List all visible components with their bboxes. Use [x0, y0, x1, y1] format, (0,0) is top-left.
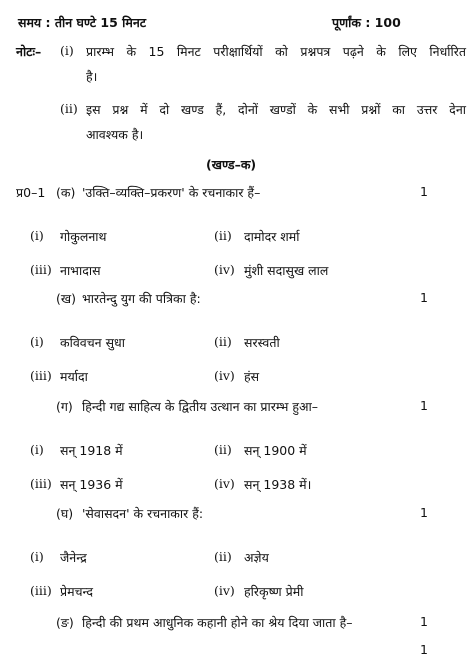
option-number: (iii) [30, 476, 52, 491]
note-item-1-text-cont: है। [86, 69, 98, 84]
option-number: (ii) [214, 549, 232, 564]
exam-time: समय : तीन घण्टे 15 मिनट [18, 15, 147, 30]
option-text: सन् 1938 में। [244, 477, 312, 492]
option-number: (iv) [214, 476, 235, 491]
option-text: मर्यादा [60, 369, 88, 384]
question-part-label: (क) [56, 185, 76, 200]
option-number: (iii) [30, 368, 52, 383]
option-number: (i) [30, 334, 44, 349]
note-item-2-text-cont: आवश्यक है। [86, 127, 144, 142]
note-item-2-text: इस प्रश्न में दो खण्ड हैं, दोनों खण्डों के सभी प्रश्नों का उत्तर देना [86, 102, 466, 117]
option-text: सन् 1918 में [60, 443, 123, 458]
option-text: दामोदर शर्मा [244, 229, 300, 244]
option-number: (iv) [214, 262, 235, 277]
note-label: नोटः– [16, 44, 42, 59]
option-number: (ii) [214, 334, 232, 349]
option-number: (iii) [30, 262, 52, 277]
option-text: मुंशी सदासुख लाल [244, 263, 329, 278]
option-number: (ii) [214, 442, 232, 457]
question-text: 'सेवासदन' के रचनाकार हैं: [82, 506, 204, 521]
question-marks: 1 [420, 505, 428, 520]
option-text: सन् 1900 में [244, 443, 307, 458]
note-item-1-text: प्रारम्भ के 15 मिनट परीक्षार्थियों को प्रश्नपत्र पढ़ने के लिए निर्धारित [86, 44, 466, 59]
question-marks: 1 [420, 184, 428, 199]
question-part-label: (ग) [56, 399, 73, 414]
option-number: (i) [30, 228, 44, 243]
question-marks: 1 [420, 398, 428, 413]
option-number: (ii) [214, 228, 232, 243]
option-text: हंस [244, 369, 260, 384]
note-item-1-number: (i) [60, 43, 74, 58]
question-part-label: (घ) [56, 506, 74, 521]
question-marks: 1 [420, 614, 428, 629]
option-text: कविवचन सुधा [60, 335, 125, 350]
option-text: सरस्वती [244, 335, 280, 350]
option-text: हरिकृष्ण प्रेमी [244, 584, 304, 599]
question-text: हिन्दी की प्रथम आधुनिक कहानी होने का श्रेय दिया जाता है– [82, 615, 353, 630]
option-text: नाभादास [60, 263, 101, 278]
question-part-label: (ङ) [56, 615, 74, 630]
option-number: (iv) [214, 368, 235, 383]
option-text: प्रेमचन्द [60, 584, 94, 599]
question-number: प्र0–1 [16, 185, 46, 200]
option-number: (iii) [30, 583, 52, 598]
note-item-2-number: (ii) [60, 101, 78, 116]
question-text: 'उक्ति–व्यक्ति–प्रकरण' के रचनाकार हैं– [82, 185, 261, 200]
option-text: अज्ञेय [244, 550, 269, 565]
option-number: (iv) [214, 583, 235, 598]
option-text: जैनेन्द्र [60, 550, 87, 565]
option-number: (i) [30, 442, 44, 457]
question-marks: 1 [420, 642, 428, 657]
option-number: (i) [30, 549, 44, 564]
question-part-label: (ख) [56, 291, 76, 306]
option-text: गोकुलनाथ [60, 229, 107, 244]
question-marks: 1 [420, 290, 428, 305]
option-text: सन् 1936 में [60, 477, 123, 492]
question-text: हिन्दी गद्य साहित्य के द्वितीय उत्थान का प्रारम्भ हुआ– [82, 399, 319, 414]
question-text: भारतेन्दु युग की पत्रिका है: [82, 291, 201, 306]
section-title: (खण्ड–क) [206, 157, 257, 172]
total-marks: पूर्णांक : 100 [332, 15, 401, 30]
